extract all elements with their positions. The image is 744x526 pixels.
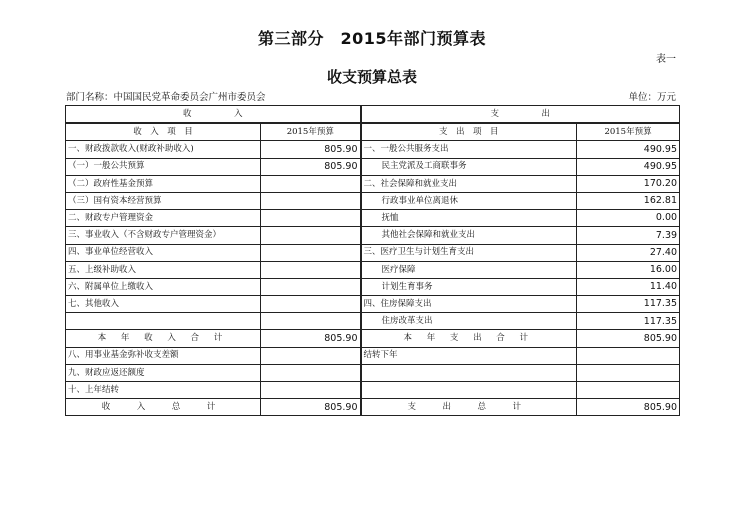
income-amount xyxy=(261,296,361,313)
expense-item xyxy=(361,364,577,381)
expense-amount: 11.40 xyxy=(577,278,680,295)
table-number: 表一 xyxy=(656,54,676,65)
income-item: 二、财政专户管理资金 xyxy=(66,210,261,227)
income-amount xyxy=(261,382,361,399)
expense-item: 医疗保障 xyxy=(361,261,577,278)
grand-income-amount: 805.90 xyxy=(261,399,361,416)
table-row xyxy=(66,141,680,158)
income-amount xyxy=(261,210,361,227)
table-title: 收支预算总表 xyxy=(326,68,417,86)
income-total-label: 本 年 收 入 合 计 xyxy=(66,330,261,347)
expense-amount: 0.00 xyxy=(577,210,680,227)
table-row xyxy=(66,364,680,381)
income-item: （三）国有资本经营预算 xyxy=(66,192,261,209)
income-item: 十、上年结转 xyxy=(66,382,261,399)
expense-item: 行政事业单位离退休 xyxy=(361,192,577,209)
income-budget-header: 2015年预算 xyxy=(261,123,361,141)
grand-income-label: 收 入 总 计 xyxy=(66,399,261,416)
expense-group-header: 支 出 xyxy=(361,106,680,124)
income-item: 六、附属单位上缴收入 xyxy=(66,278,261,295)
income-item: 九、财政应返还额度 xyxy=(66,364,261,381)
expense-amount: 117.35 xyxy=(577,296,680,313)
income-amount xyxy=(261,261,361,278)
expense-amount xyxy=(577,347,680,364)
expense-amount xyxy=(577,364,680,381)
expense-item: 抚恤 xyxy=(361,210,577,227)
expense-item-header: 支 出 项 目 xyxy=(361,123,577,141)
table-row xyxy=(66,296,680,313)
expense-amount xyxy=(577,382,680,399)
expense-amount: 7.39 xyxy=(577,227,680,244)
expense-item: 一、一般公共服务支出 xyxy=(361,141,577,158)
table-row xyxy=(66,347,680,364)
expense-amount: 117.35 xyxy=(577,313,680,330)
income-item: 三、事业收入（不含财政专户管理资金） xyxy=(66,227,261,244)
income-amount xyxy=(261,278,361,295)
table-row xyxy=(66,313,680,330)
table-row xyxy=(66,261,680,278)
income-amount xyxy=(261,364,361,381)
expense-amount: 490.95 xyxy=(577,141,680,158)
expense-budget-header: 2015年预算 xyxy=(577,123,680,141)
income-amount xyxy=(261,244,361,261)
table-row xyxy=(66,227,680,244)
carry-forward-label: 结转下年 xyxy=(361,347,577,364)
table-row xyxy=(66,175,680,192)
expense-item: 住房改革支出 xyxy=(361,313,577,330)
income-amount: 805.90 xyxy=(261,141,361,158)
grand-total-row xyxy=(66,399,680,416)
income-amount xyxy=(261,313,361,330)
income-item: （二）政府性基金预算 xyxy=(66,175,261,192)
income-item: 一、财政拨款收入(财政补助收入) xyxy=(66,141,261,158)
expense-amount: 162.81 xyxy=(577,192,680,209)
grand-expense-label: 支 出 总 计 xyxy=(361,399,577,416)
expense-total-label: 本 年 支 出 合 计 xyxy=(361,330,577,347)
expense-item: 计划生育事务 xyxy=(361,278,577,295)
income-amount: 805.90 xyxy=(261,158,361,175)
expense-amount: 16.00 xyxy=(577,261,680,278)
expense-amount: 27.40 xyxy=(577,244,680,261)
income-item-header: 收 入 项 目 xyxy=(66,123,261,141)
department-name: 部门名称：中国国民党革命委员会广州市委员会 xyxy=(66,92,266,103)
table-row xyxy=(66,158,680,175)
expense-item: 民主党派及工商联事务 xyxy=(361,158,577,175)
budget-table xyxy=(65,105,680,416)
income-item: 四、事业单位经营收入 xyxy=(66,244,261,261)
income-item xyxy=(66,313,261,330)
expense-amount: 490.95 xyxy=(577,158,680,175)
income-item: 七、其他收入 xyxy=(66,296,261,313)
table-row xyxy=(66,210,680,227)
income-group-header: 收 入 xyxy=(66,106,361,124)
income-item: 五、上级补助收入 xyxy=(66,261,261,278)
unit-label: 单位：万元 xyxy=(628,92,676,103)
annual-total-row xyxy=(66,330,680,347)
income-amount xyxy=(261,175,361,192)
grand-expense-amount: 805.90 xyxy=(577,399,680,416)
expense-item xyxy=(361,382,577,399)
expense-item: 二、社会保障和就业支出 xyxy=(361,175,577,192)
expense-total-amount: 805.90 xyxy=(577,330,680,347)
table-row xyxy=(66,192,680,209)
column-header-row xyxy=(66,123,680,141)
income-amount xyxy=(261,192,361,209)
table-row xyxy=(66,278,680,295)
table-row xyxy=(66,382,680,399)
income-total-amount: 805.90 xyxy=(261,330,361,347)
expense-amount: 170.20 xyxy=(577,175,680,192)
page-title: 第三部分 2015年部门预算表 xyxy=(257,29,487,48)
income-amount xyxy=(261,227,361,244)
expense-item: 三、医疗卫生与计划生育支出 xyxy=(361,244,577,261)
expense-item: 其他社会保障和就业支出 xyxy=(361,227,577,244)
group-header-row xyxy=(66,106,680,124)
expense-item: 四、住房保障支出 xyxy=(361,296,577,313)
income-item: 八、用事业基金弥补收支差额 xyxy=(66,347,261,364)
income-item: （一）一般公共预算 xyxy=(66,158,261,175)
income-amount xyxy=(261,347,361,364)
table-row xyxy=(66,244,680,261)
